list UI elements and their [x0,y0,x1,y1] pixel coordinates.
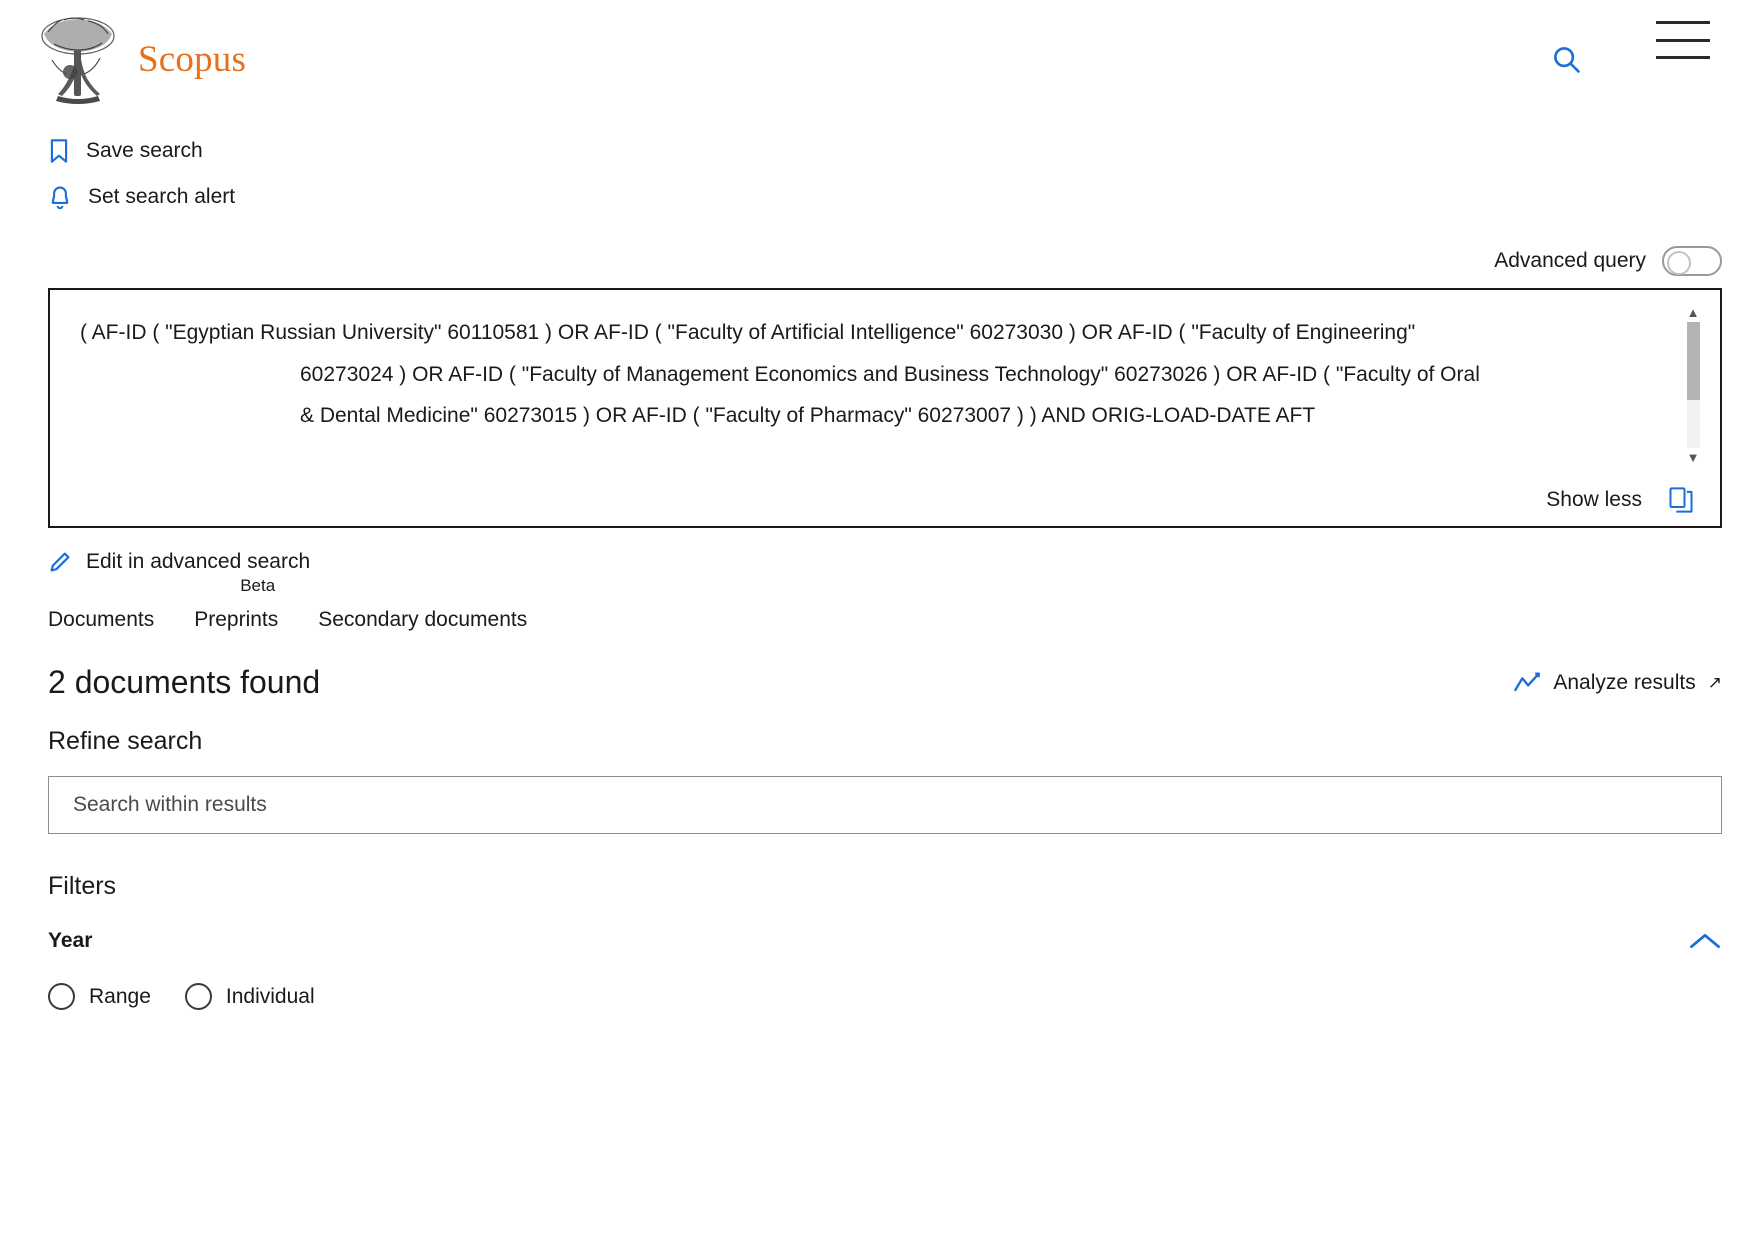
chart-line-icon [1513,671,1541,695]
filter-year-label: Year [48,929,93,952]
year-range-radio[interactable] [48,983,151,1010]
scroll-down-arrow-icon[interactable]: ▼ [1686,450,1700,465]
show-less-button[interactable]: Show less [1546,488,1642,511]
tab-preprints-label: Preprints [194,608,279,631]
app-header [0,0,1754,118]
year-individual-label: Individual [225,984,315,1008]
radio-circle-icon[interactable] [48,983,75,1010]
hamburger-menu-icon[interactable] [1656,21,1710,59]
query-text: ( AF-ID ( "Egyptian Russian University" 60110581 ) OR AF-ID ( "Faculty of Artificial Intelligence" 60273030 ) OR AF-ID ( "Faculty of Engineering" 60273024 ) OR AF-ID ( "Faculty of Management Economics and Business Technology" 60273026 ) OR AF-ID ( "Faculty of Oral & Dental Medicine" 60273015 ) OR AF-ID ( "Faculty of Pharmacy" 60273007 ) ) AND ORIG-LOAD-DATE AFT [80,321,1480,428]
filter-section-year [0,929,1754,953]
analyze-results-button[interactable] [1513,671,1722,695]
analyze-results-label: Analyze results [1553,670,1696,694]
query-display-box[interactable] [48,288,1722,528]
year-filter-options [0,983,1754,1010]
save-search-button[interactable] [48,128,203,174]
advanced-query-row [0,246,1754,276]
search-within-results-input[interactable] [71,792,1699,818]
brand-name: Scopus [138,38,247,80]
tab-documents-label: Documents [48,608,155,631]
search-actions [0,128,1754,220]
copy-icon[interactable] [1668,486,1694,514]
search-within-results-field[interactable] [48,776,1722,834]
external-link-arrow-icon: ↗ [1707,672,1722,692]
brand[interactable] [34,14,246,104]
bell-icon [48,184,72,210]
scroll-up-arrow-icon[interactable]: ▲ [1686,305,1700,320]
scopus-tree-logo-icon [34,14,122,104]
results-header [0,664,1754,701]
scrollbar-track[interactable] [1687,322,1700,448]
edit-in-advanced-search-label: Edit in advanced search [86,550,311,573]
tab-secondary-documents-label: Secondary documents [318,608,528,631]
advanced-query-toggle[interactable] [1662,246,1722,276]
radio-circle-icon[interactable] [185,983,212,1010]
result-type-tabs [0,576,1754,632]
advanced-query-label: Advanced query [1494,249,1646,272]
edit-in-advanced-search-button[interactable] [0,550,358,574]
scrollbar-thumb[interactable] [1687,322,1700,400]
beta-badge: Beta [240,576,276,595]
query-scrollbar[interactable] [1684,306,1702,464]
bookmark-icon [48,138,70,164]
query-footer [1546,486,1694,514]
tab-secondary-documents[interactable] [304,608,553,632]
refine-search-title: Refine search [48,727,203,755]
save-search-label: Save search [86,139,203,162]
set-search-alert-button[interactable] [48,174,235,220]
tab-documents[interactable] [48,608,180,632]
header-right [1546,39,1720,79]
year-individual-radio[interactable] [185,983,315,1010]
filters-title: Filters [48,872,117,900]
documents-found-count: 2 documents found [48,664,321,700]
pencil-icon [48,550,72,574]
set-search-alert-label: Set search alert [88,185,236,208]
chevron-up-icon[interactable] [1688,930,1722,952]
year-range-label: Range [89,984,151,1008]
search-icon[interactable] [1546,39,1586,79]
tab-preprints[interactable] [180,576,304,632]
